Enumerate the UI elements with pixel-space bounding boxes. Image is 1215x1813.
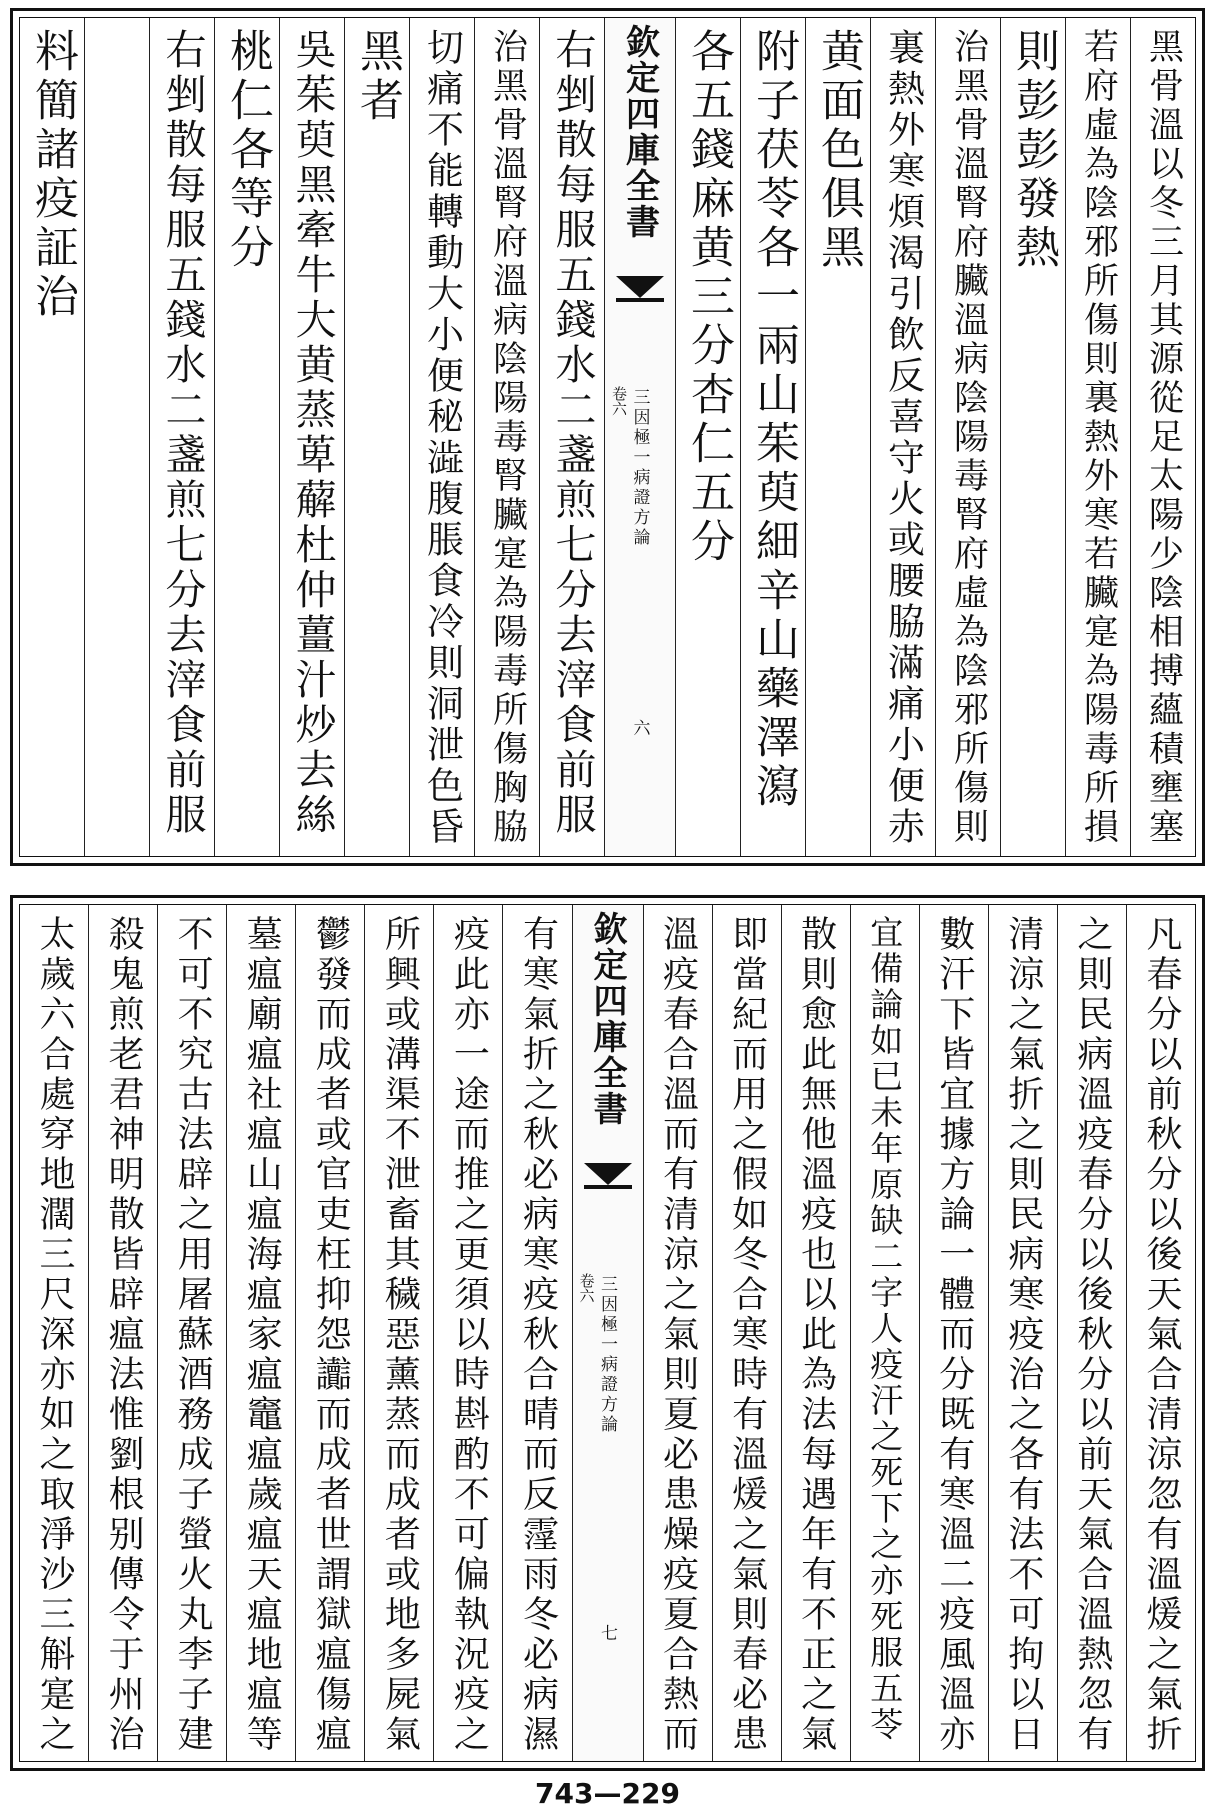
book-title: 欽定四庫全書: [619, 24, 660, 240]
bottom-page-columns: [20, 905, 1195, 1761]
fish-tail-mark-icon: [616, 276, 664, 298]
text-column: 治黑骨溫腎府臟溫病陰陽毒腎府虛為陰邪所傷則: [935, 18, 1000, 856]
text-column: 即當紀而用之假如冬合寒時有溫煖之氣則春必患: [712, 905, 781, 1761]
text-column: 料簡諸疫証治: [27, 28, 78, 322]
volume-label: 卷六: [577, 1273, 596, 1303]
text-column: 所興或溝渠不泄畜其穢惡薰蒸而成者或地多屍氣: [364, 905, 433, 1761]
text-column: 溫疫春合溫而有清涼之氣則夏必患燥疫夏合熱而: [643, 905, 712, 1761]
text-column: 則彭彭發熱: [1000, 18, 1065, 856]
text-column: 桃仁各等分: [214, 18, 279, 856]
book-title: 欽定四庫全書: [587, 911, 627, 1127]
top-page: [10, 8, 1205, 866]
text-column: 裏熱外寒煩渴引飲反喜守火或腰脇滿痛小便赤: [870, 18, 935, 856]
text-column: 清涼之氣折之則民病寒疫治之各有法不可拘以日: [988, 905, 1057, 1761]
text-column: 右剉散每服五錢水二盞煎七分去滓食前服: [539, 18, 604, 856]
text-column: 鬱發而成者或官吏枉抑怨讟而成者世謂獄瘟傷瘟: [295, 905, 364, 1761]
text-column: 黑者: [344, 18, 409, 856]
page-number: 六: [629, 719, 650, 736]
text-column: 吳茱萸黑牽牛大黄蒸萆薢杜仲薑汁炒去絲: [279, 18, 344, 856]
text-column: 宜備論如已未年原缺二字人疫汗之死下之亦死服五苓: [850, 905, 919, 1761]
text-column: 墓瘟廟瘟社瘟山瘟海瘟家瘟竈瘟歲瘟天瘟地瘟等: [226, 905, 295, 1761]
page-footer-number: 743—229: [535, 1777, 680, 1810]
text-column: 附子茯苓各一兩山茱萸細辛山藥澤瀉: [740, 18, 805, 856]
text-column: 之則民病溫疫春分以後秋分以前天氣合溫熱忽有: [1057, 905, 1126, 1761]
top-page-frame: [19, 17, 1196, 857]
bottom-page-frame: [19, 904, 1196, 1762]
text-column: 疫此亦一途而推之更須以時斟酌不可偏執況疫之: [433, 905, 502, 1761]
text-column: 若府虛為陰邪所傷則裏熱外寒若臟寔為陽毒所損: [1065, 18, 1130, 856]
text-column: 數汗下皆宜據方論一體而分既有寒溫二疫風溫亦: [919, 905, 988, 1761]
fish-tail-mark-icon: [584, 1163, 632, 1185]
text-column: 切痛不能轉動大小便秘澁腹脹食冷則洞泄色昏: [409, 18, 474, 856]
text-column: 各五錢麻黄三分杏仁五分: [675, 18, 740, 856]
text-column: 有寒氣折之秋必病寒疫秋合晴而反霪雨冬必病濕: [502, 905, 571, 1761]
top-page-columns: [20, 18, 1195, 856]
fish-tail-bar-icon: [584, 1185, 632, 1189]
text-column: 不可不究古法辟之用屠蘇酒務成子螢火丸李子建: [157, 905, 226, 1761]
center-fold: [572, 905, 643, 1761]
text-column: 凡春分以前秋分以後天氣合清涼忽有溫煖之氣折: [1126, 905, 1195, 1761]
text-column: 黄面色俱黑: [805, 18, 870, 856]
text-column: 殺鬼煎老君神明散皆辟瘟法惟劉根别傳令于州治: [88, 905, 157, 1761]
section-title: 三因極一病證方論: [597, 1275, 617, 1435]
section-title: 三因極一病證方論: [629, 388, 650, 548]
volume-label: 卷六: [610, 386, 628, 416]
text-column: 太歲六合處穿地濶三尺深亦如之取淨沙三斛寔之: [34, 915, 76, 1755]
page-number: 七: [597, 1624, 617, 1641]
text-column: 散則愈此無他溫疫也以此為法每遇年有不正之氣: [781, 905, 850, 1761]
center-fold: [604, 18, 675, 856]
text-column: 黑骨溫以冬三月其源從足太陽少陰相搏蘊積壅塞: [1130, 18, 1195, 856]
text-column: [84, 18, 149, 856]
text-column: 右剉散每服五錢水二盞煎七分去滓食前服: [149, 18, 214, 856]
fish-tail-bar-icon: [616, 298, 664, 302]
bottom-page: [10, 895, 1205, 1771]
text-column: 治黑骨溫腎府溫病陰陽毒腎臟寔為陽毒所傷胸脇: [474, 18, 539, 856]
